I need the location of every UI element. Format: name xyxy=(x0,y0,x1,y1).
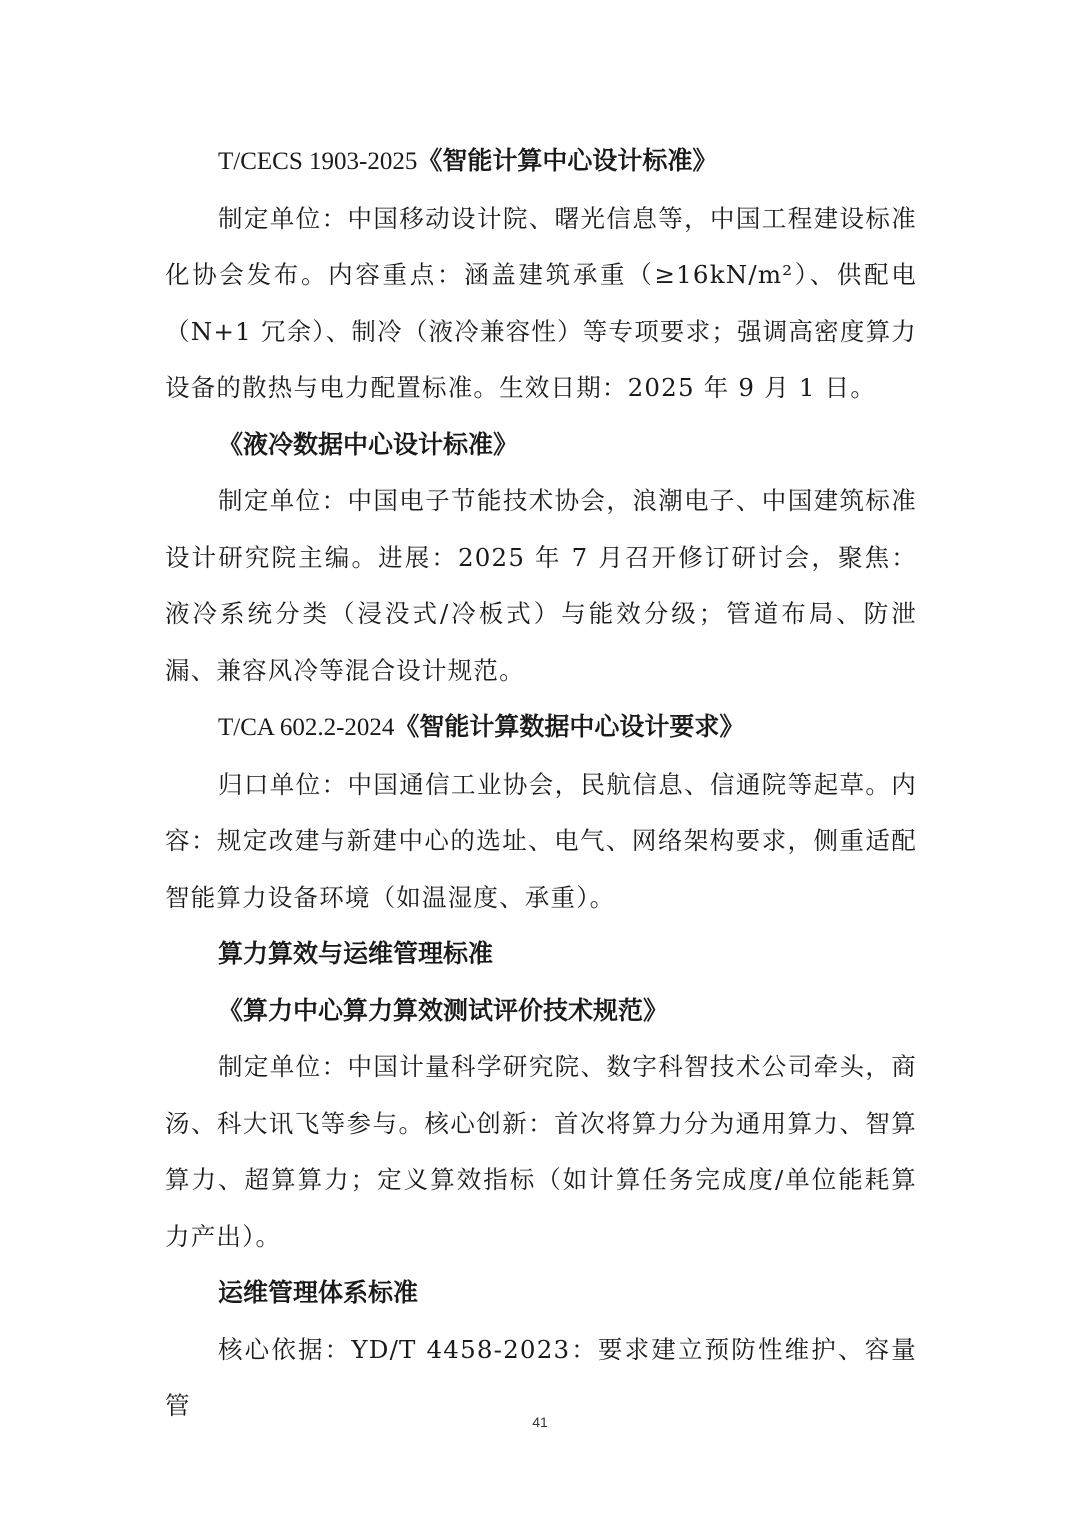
section-heading-compute-ops-standards xyxy=(165,926,917,983)
standard-title: 《智能计算中心设计标准》 xyxy=(417,146,718,175)
section-body: 制定单位：中国电子节能技术协会，浪潮电子、中国建筑标准设计研究院主编。进展：2025 年 7 月召开修订研讨会，聚焦：液冷系统分类（浸没式/冷板式）与能效分级；管道布局、防泄漏、兼容风冷等混合设计规范。 xyxy=(165,486,917,685)
section-heading-intelligent-dc-requirements xyxy=(165,699,917,757)
section-heading-compute-efficiency-test xyxy=(165,983,917,1040)
standard-code: T/CA 602.2-2024 xyxy=(218,714,395,741)
section-heading-ops-management-system xyxy=(165,1265,917,1322)
section-body: 归口单位：中国通信工业协会，民航信息、信通院等起草。内容：规定改建与新建中心的选址、电气、网络架构要求，侧重适配智能算力设备环境（如温湿度、承重）。 xyxy=(165,769,917,912)
section-body: 制定单位：中国计量科学研究院、数字科智技术公司牵头，商汤、科大讯飞等参与。核心创新：首次将算力分为通用算力、智算算力、超算算力；定义算效指标（如计算任务完成度/单位能耗算力产出）。 xyxy=(165,1052,917,1251)
page-content xyxy=(165,133,917,1435)
section-title: 运维管理体系标准 xyxy=(218,1278,419,1307)
standard-code: T/CECS 1903-2025 xyxy=(218,148,418,175)
section-title: 算力算效与运维管理标准 xyxy=(218,939,494,968)
standard-title: 《算力中心算力算效测试评价技术规范》 xyxy=(218,995,669,1025)
section-heading-intelligent-computing-center xyxy=(165,133,917,191)
standard-title: 《液冷数据中心设计标准》 xyxy=(218,429,519,459)
section-heading-liquid-cooling-dc xyxy=(165,417,917,474)
page-number: 41 xyxy=(532,1414,548,1430)
section-body: 制定单位：中国移动设计院、曙光信息等，中国工程建设标准化协会发布。内容重点：涵盖建筑承重（≥16kN/m²）、供配电（N+1 冗余）、制冷（液冷兼容性）等专项要求；强调高密度算力设备的散热与电力配置标准。生效日期：2025 年 9 月 1 日。 xyxy=(165,203,917,402)
section-body: 核心依据：YD/T 4458-2023：要求建立预防性维护、容量管 xyxy=(165,1334,917,1420)
standard-title: 《智能计算数据中心设计要求》 xyxy=(394,712,745,741)
